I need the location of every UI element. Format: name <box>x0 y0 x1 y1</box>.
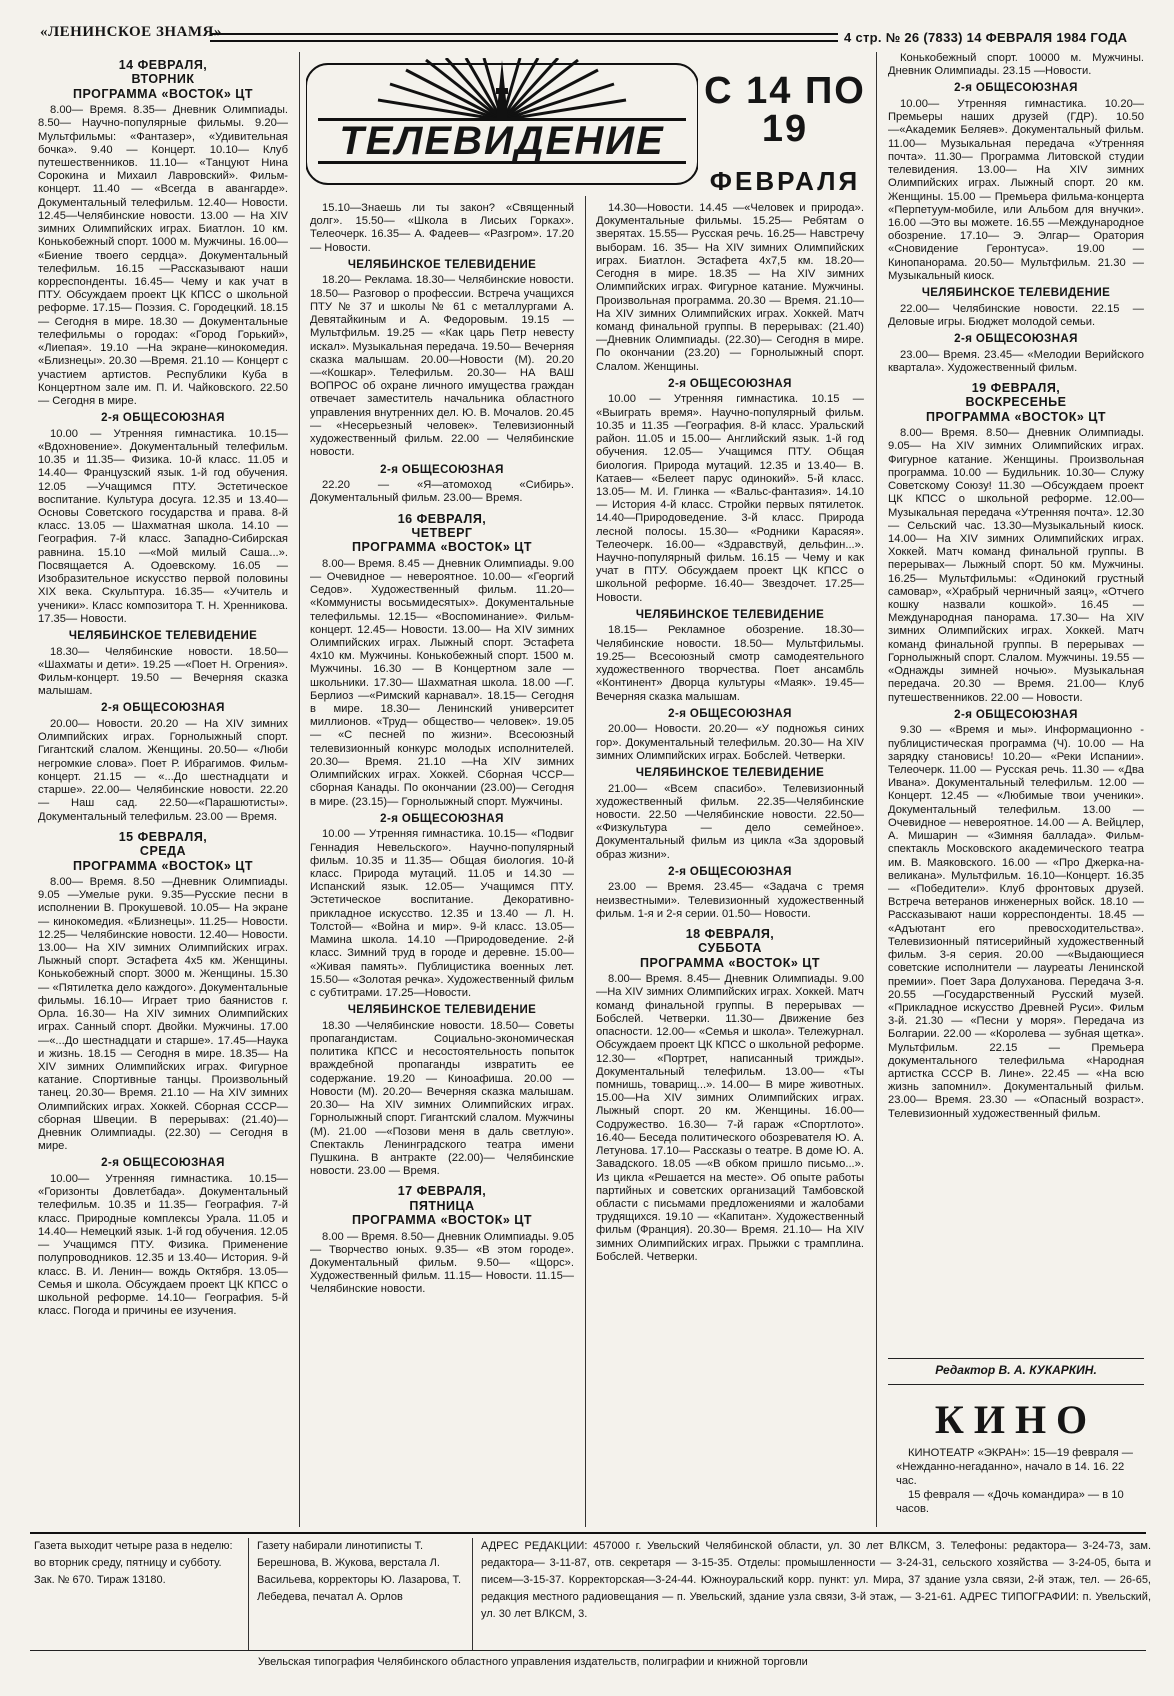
program-listing: 18.30— Челябинские новости. 18.50— «Шахматы и дети». 19.25 —«Поет Н. Огрения». Фильм-концерт. 19.50 — Вечерняя сказка малышам. <box>38 645 288 698</box>
program-listing: 10.00— Утренняя гимнастика. 10.15— «Горизонты Довлетбада». Документальный телефильм. 10.35 и 11.35— География. 7-й класс. Природные комплексы Урала. 11.05 и 14.40— Немецкий язык. 1-й год обучения. 12.05— Учащимся ПТУ. Физика. Применение полупроводников. 12.35 и 13.40— История. 9-й класс. В. И. Ленин— вождь Октября. 13.05— Семья и школа. Обсуждаем проект ЦК КПСС о школьной реформе. 14.10— География. 5-й класс. Погода и причины ее изучения. <box>38 1173 288 1318</box>
section-title: ТЕЛЕВИДЕНИЕ <box>318 118 686 164</box>
section-heading: 2-я ОБЩЕСОЮЗНАЯ <box>668 377 792 390</box>
kino-paragraph: КИНОТЕАТР «ЭКРАН»: 15—19 февраля — «Нежданно-негаданно», начало в 14. 16. 22 час. <box>896 1447 1133 1487</box>
program-listing: 21.00— «Всем спасибо». Телевизионный художественный фильм. 22.35—Челябинские новости. 22.50 —Челябинские новости. 22.50— «Физкультура — дело семейное». Документальный фильм из цикла «За здоровый образ жизни». <box>596 782 864 861</box>
section-heading: 2-я ОБЩЕСОЮЗНАЯ <box>668 707 792 720</box>
program-listing: 10.00— Утренняя гимнастика. 10.20— Премьеры наших друзей (ГДР). 10.50 —«Академик Беляев». Документальный фильм. 11.00— Музыкальная передача «Утренняя почта». 11.30— Программа Литовской студии телевидения. 13.00— На XIV зимних Олимпийских играх. Лыжный спорт. 20 км. Женщины. 15.00 — Премьера фильма-концерта «Перпетуум-мобиле, или Альбом для внучки». 16.00 —Это вы можете. 16.55 —Международное обозрение. 17.10— Э. Элгар— Оратория «Сновидение Геронтуса». 19.00 — Кинопанорама. 20.50— Мультфильм. 21.30 — Музыкальный киоск. <box>888 98 1144 282</box>
footer-publication-info: Газета выходит четыре раза в неделю: во вторник среду, пятницу и субботу. Зак. № 670. Тираж 13180. <box>34 1540 233 1587</box>
program-listing: 18.20— Реклама. 18.30— Челябинские новости. 18.50— Разговор о профессии. Встреча учащихся ПТУ № 37 и школы № 61 с металлургами А. Девятайкиным и А. Федоровым. 19.15 —Мультфильм. 19.25 — «Как царь Петр невесту искал». Музыкальная передача. 19.50— Вечерняя сказка малышам. 20.00—Новости (М). 20.20 —«Кошкар». Телефильм. 20.30— НА ВАШ ВОПРОС об охране личного имущества граждан отвечает заместитель начальника областного управления внутренних дел. Ю. В. Мочалов. 20.45 — «Несерьезный человек». Телевизионный художественный фильм. 22.00 — Челябинские новости. <box>310 274 574 459</box>
program-listing: 22.20 — «Я—атомоход «Сибирь». Документальный фильм. 23.00— Время. <box>310 479 574 505</box>
editor-signature: Редактор В. А. КУКАРКИН. <box>935 1363 1097 1377</box>
editor-rule <box>888 1358 1144 1359</box>
date-range <box>700 72 870 197</box>
program-listing: 23.00 — Время. 23.45— «Задача с тремя неизвестными». Телевизионный художественный фильм. 1-я и 2-я серии. 01.50— Новости. <box>596 881 864 920</box>
footer-rule <box>30 1650 1146 1651</box>
footer-staff-info: Газету набирали линотиписты Т. Берешнова, В. Жукова, верстала Л. Васильева, корректоры Ю. Лазарова, Т. Лебедева, печатал А. Орлов <box>248 1538 471 1650</box>
program-listing: Конькобежный спорт. 10000 м. Мужчины. Дневник Олимпиады. 23.15 —Новости. <box>888 52 1144 78</box>
section-heading: ЧЕЛЯБИНСКОЕ ТЕЛЕВИДЕНИЕ <box>921 287 1111 300</box>
date-range-top: С 14 ПО 19 <box>704 70 866 150</box>
section-heading: ЧЕЛЯБИНСКОЕ ТЕЛЕВИДЕНИЕ <box>635 608 825 621</box>
section-heading: 2-я ОБЩЕСОЮЗНАЯ <box>380 463 504 476</box>
program-listing: 10.00 — Утренняя гимнастика. 10.15— «Подвиг Геннадия Невельского». Научно-популярный фильм. 10.35 и 11.35— Общая биология. 10-й класс. Природа мутаций. 11.05 и 14.30 — Испанский язык. 12.05— Учащимся ПТУ. Эстетическое воспитание. Декоративно-прикладное искусство. 12.35 и 13.40 — Л. Н. Толстой— «Война и мир». 9-й класс. 13.05— Мамина школа. 14.10 —Природоведение. 2-й класс. Зимний труд в городе и деревне. 15.00— «Живая память». Публицистика военных лет. 15.50— «Золотая речка». Художественный фильм с субтитрами. 17.25—Новости. <box>310 828 574 999</box>
program-listing: 22.00— Челябинские новости. 22.15 — Деловые игры. Бюджет молодой семьи. <box>888 302 1144 328</box>
section-heading: 2-я ОБЩЕСОЮЗНАЯ <box>954 708 1078 721</box>
section-heading: 14 ФЕВРАЛЯ, ВТОРНИК ПРОГРАММА «ВОСТОК» ЦТ <box>72 58 254 101</box>
kino-title: КИНО <box>934 1397 1098 1442</box>
program-listing: 15.10—Знаешь ли ты закон? «Священный долг». 15.50— «Школа в Лисьих Горках». Телеочерк. 16.35— А. Фадеев— «Разгром». 17.20 — Новости. <box>310 202 574 254</box>
program-listing: 10.00 — Утренняя гимнастика. 10.15 — «Выиграть время». Научно-популярный фильм. 10.35 и 11.35 —География. 8-й класс. Уральский район. 11.05 и 15.00— Английский язык. 1-й год обучения. 12.05— Учащимся ПТУ. Общая биология. Природа мутаций. 12.35 и 13.40— В. Катаев— «Белеет парус одинокий». 5-й класс. 13.05— М. И. Глинка — «Вальс-фантазия». 14.10 — История 4-й класс. Стройки первых пятилеток. 14.40—Природоведение. 3-й класс. Природа лесной полосы. 15.30— «Родники Карасяя». Телеочерк. 16.00— «Здравствуй, дельфин...». Научно-популярный фильм. 16.15 — Чему и как учат в ПТУ. Обсуждаем проект ЦК КПСС о школьной реформе. 16.40— Звездочет. 17.25— Новости. <box>596 393 864 604</box>
program-listing: 10.00 — Утренняя гимнастика. 10.15— «Вдохновение». Документальный телефильм. 10.35 и 11.35— Физика. 10-й класс. 11.05 и 14.40— Французский язык. 1-й год обучения. 12.05 —Учащимся ПТУ. Эстетическое воспитание. Культура досуга. 12.35 и 13.40— Основы Советского государства и права. 8-й класс. 13.05 — Шахматная школа. 14.10 —География. 7-й класс. Западно-Сибирская равнина. 15.10 —«Мой милый Саша...». Посвящается А. Одоевскому. 16.05 —Изобразительное искусство первой половины XIX века. Скульптура. 16.35— «Учитель и ученики». Класс композитора Т. Н. Хренникова. 17.35— Новости. <box>38 427 288 625</box>
program-listing: 18.15— Рекламное обозрение. 18.30— Челябинские новости. 18.50— Мультфильмы. 19.25— Всесоюзный смотр самодеятельного художественного творчества. Поет ансамбль «Континент» Дворца культуры «Маяк». 19.45— Вечерняя сказка малышам. <box>596 624 864 703</box>
program-listing: 8.00— Время. 8.45— Дневник Олимпиады. 9.00—На XIV зимних Олимпийских играх. Хоккей. Матч команд финальной группы. В перерывах —Бобслей. Четверки. 11.30— Движение без опасности. 12.00— «Семья и школа». Тележурнал. Обсуждаем проект ЦК КПСС о школьной реформе. 12.30— «Портрет, написанный трижды». Документальный телефильм. 13.00— «Ты помнишь, товарищ...». 14.00— В мире животных. 15.00—На XIV зимних Олимпийских играх. Лыжный спорт. 20 км. Женщины. 16.00— Содружество. 16.30— 7-й гараж «Спортлото». 16.40— Беседа политического обозревателя Ю. А. Летунова. 17.10— Рассказы о театре. В доме Ю. А. Завадского. 18.05 —«В обком пришло письмо...». Из цикла «Решается на месте». Об опыте работы партийных и советских организаций Тамбовской области с письмами предложениями и жалобами трудящихся. 19.10 — «Капитан». Художественный фильм (Франция). 20.30— Время. 21.10— На XIV зимних Олимпийских играх. Прыжки с трамплина. Бобслей. Четверки. <box>596 973 864 1263</box>
program-listing: 20.00— Новости. 20.20— «У подножья синих гор». Документальный телефильм. 20.30— На XIV зимних Олимпийских играх. Бобслей. Четверки. <box>596 723 864 762</box>
program-listing: 8.00— Время. 8.45 — Дневник Олимпиады. 9.00— Очевидное — невероятное. 10.00— «Георгий Седов». Художественный фильм. 11.20— «Коммунисты восьмидесятых». Документальные телефильмы. 12.15— «Воспоминание». Фильм-концерт. 12.45— Новости. 13.00— На XIV зимних Олимпийских играх. Лыжный спорт. Эстафета 4х10 км. Мужчины. Конькобежный спорт. 1500 м. Мужчины. 16.30 — В Концертном зале — школьники. 17.30— Шахматная школа. 18.00 —Г. Берлиоз —«Римский карнавал». 18.15— Сегодня в мире. 18.30— Ленинский университет миллионов. «Труд— общество— человек». 19.05 — «С песней по жизни». Всесоюзный телевизионный конкурс молодых исполнителей. 20.30— Время. 21.10 —На XIV зимних Олимпийских играх. Хоккей. Сборная ЧССР— сборная Канады. По окончании (23.00)— Сегодня в мире. (23.15)— Горнолыжный спорт. Мужчины. <box>310 557 574 808</box>
program-column-4 <box>888 52 1144 1121</box>
date-range-bottom: ФЕВРАЛЯ <box>709 166 861 196</box>
program-column-2 <box>310 202 574 1297</box>
section-heading: 2-я ОБЩЕСОЮЗНАЯ <box>380 812 504 825</box>
footer-rule <box>30 1532 1146 1534</box>
section-heading: ЧЕЛЯБИНСКОЕ ТЕЛЕВИДЕНИЕ <box>347 258 537 271</box>
section-heading: 15 ФЕВРАЛЯ, СРЕДА ПРОГРАММА «ВОСТОК» ЦТ <box>72 829 254 873</box>
section-heading: 18 ФЕВРАЛЯ, СУББОТА ПРОГРАММА «ВОСТОК» ЦТ <box>639 927 821 970</box>
kino-listings <box>896 1446 1140 1516</box>
section-heading: 2-я ОБЩЕСОЮЗНАЯ <box>101 1157 225 1170</box>
section-heading: 2-я ОБЩЕСОЮЗНАЯ <box>954 333 1078 346</box>
section-heading: ЧЕЛЯБИНСКОЕ ТЕЛЕВИДЕНИЕ <box>347 1004 537 1017</box>
program-column-1 <box>38 52 288 1318</box>
section-heading: 2-я ОБЩЕСОЮЗНАЯ <box>954 82 1078 95</box>
program-listing: 9.30 — «Время и мы». Информационно - публицистическая программа (Ч). 10.00 — На зарядку становись! 10.20— «Реки Испании». Телеочерк. 11.00 — Русская речь. 11.30 — «Два Ивана». Документальный телефильм. 12.00 — Концерт. 12.45 — «Любимые твои ученики». Документальный телефильм. 13.00 — Очевидное — невероятное. 14.00 — А. Вейцлер, А. Мишарин — «Зимняя баллада». Фильм-спектакль Московского академического театра им. В. Маяковского. 16.00 — «Про Джерка-на-великана». Мультфильм. 16.10—Концерт. 16.35 — «Победители». Клуб фронтовых друзей. Встреча ветеранов инженерных войск. 18.10 — Рассказывают наши корреспонденты. 18.45 — «Адъютант его превосходительства». Телевизионный пятисерийный художественный фильм. 3-я серия. 20.00 —«Выдающиеся советские исполнители — лауреаты Ленинской премии». Поет Зара Долуханова. Передача 3-я. 20.55 —Государственный Русский музей. «Прикладное искусство Древней Руси». Фильм 3-й. 21.30 — «Песни у моря». Передача из Болгарии. 22.00 — «Королева — зубная щетка». Мультфильм. 22.15 — Премьера документального телефильма «Народная артистка СССР В. Лине». 22.45 — «На всю жизнь запомнил». Документальный фильм. 23.00— Время. 23.30 — «Опасный возраст». Телевизионный художественный фильм. <box>888 724 1144 1120</box>
newspaper-name: «ЛЕНИНСКОЕ ЗНАМЯ» <box>40 24 222 40</box>
program-listing: 20.00— Новости. 20.20 — На XIV зимних Олимпийских играх. Горнолыжный спорт. Гигантский слалом. Женщины. 20.50— «Люби негромкие слова». Поет Р. Ибрагимов. Фильм-концерт. 21.15 — «...До шестнадцати и старше». 22.00— Челябинские новости. 22.20 — Наш сад. 22.50—«Парашютисты». Документальный телефильм. 23.00 — Время. <box>38 718 288 823</box>
kino-paragraph: 15 февраля — «Дочь командира» — в 10 часов. <box>896 1489 1124 1515</box>
column-rule <box>299 52 300 1527</box>
program-column-3 <box>596 202 864 1264</box>
section-heading: 19 ФЕВРАЛЯ, ВОСКРЕСЕНЬЕ ПРОГРАММА «ВОСТОК» ЦТ <box>925 381 1107 424</box>
program-listing: 18.30 —Челябинские новости. 18.50— Советы пропагандистам. Социально-экономическая политика КПСС и несостоятельность попыток враждебной пропаганды извратить ее содержание. 19.20 — Киноафиша. 20.00 — Новости (М). 20.20— Вечерняя сказка малышам. 20.30— На XIV зимних Олимпийских играх. Горнолыжный спорт. Гигантский слалом. Мужчины (М). 21.00 —«Позови меня в даль светлую». Спектакль Ленинградского театра имени Пушкина. В антракте (22.00)— Челябинские новости. 23.00 — Время. <box>310 1019 574 1178</box>
column-rule <box>876 52 877 1527</box>
program-listing: 8.00— Время. 8.50 —Дневник Олимпиады. 9.05 —Умелые руки. 9.35—Русские песни в исполнении В. Прокушевой. 10.05— На экране— кинокомедия. «Близнецы». 11.25— Новости. 12.25— Челябинские новости. 12.40— Новости. 13.00— На XIV зимних Олимпийских играх. Лыжный спорт. Эстафета 4х5 км. Женщины. Конькобежный спорт. 3000 м. Женщины. 15.30 — «Пятилетка дело каждого». Документальные фильмы. 16.10— Играет трио баянистов г. Орла. 16.30— На XIV зимних Олимпийских играх. Санный спорт. Двойки. Мужчины. 17.00—«...До шестнадцати и старше». 17.45—Наука и жизнь. 18.15 — Сегодня в мире. 18.35— На XIV зимних Олимпийских играх. Фигурное катание. Спортивные танцы. Произвольный танец. 20.30— Время. 21.10 — На XIV зимних Олимпийских играх. Хоккей. Сборная СССР— сборная Швеции. В перерывах: (21.40)— Дневник Олимпиады. (22.30) — Сегодня в мире. <box>38 875 288 1153</box>
section-heading: 16 ФЕВРАЛЯ, ЧЕТВЕРГ ПРОГРАММА «ВОСТОК» ЦТ <box>351 511 533 555</box>
program-listing: 8.00— Время. 8.35— Дневник Олимпиады. 8.50— Научно-популярные фильмы. 9.20— Мультфильмы: «Фантазер», «Удивительная бочка». 9.40 — Концерт. 10.10— Клуб путешественников. 11.10— «Танцуют Нина Сорокина и Михаил Лавровский». Фильм-концерт. 11.40 — «Всегда в авангарде». Документальный телефильм. 12.40— Новости. 12.45—Челябинские новости. 13.00 — На XIV зимних Олимпийских играх. Биатлон. 10 км. Конькобежный спорт. 1000 м. Мужчины. 16.00— «Биение твоего сердца». Документальный телефильм. 16.15 —Рассказывают наши корреспонденты. 16.45— Чему и как учат в ПТУ. Обсуждаем проект ЦК КПСС о школьной реформе. 17.15— Поэзия. С. Городецкий. 18.15— Сегодня в мире. 18.30 — Документальные телефильмы о городах: «Город Горький», «Лиепая». 19.10 —На экране—кинокомедия. «Близнецы». 20.30 —Время. 21.10 — Концерт с участием артистов. Республики Куба в Концертном зале им. П. И. Чайковского. 22.50 — Сегодня в мире. <box>38 104 288 407</box>
program-listing: 23.00— Время. 23.45— «Мелодии Верийского квартала». Художественный фильм. <box>888 348 1144 374</box>
section-heading: 2-я ОБЩЕСОЮЗНАЯ <box>668 865 792 878</box>
issue-line: 4 стр. № 26 (7833) 14 ФЕВРАЛЯ 1984 ГОДА <box>838 30 1150 45</box>
program-listing: 14.30—Новости. 14.45 —«Человек и природа». Документальные фильмы. 15.25— Ребятам о зверятах. 15.55— Русская речь. 16.25— Навстречу выборам. 16. 35— На XIV зимних Олимпийских играх. Биатлон. Эстафета 4х7,5 км. 18.20— Сегодня в мире. 18.35 — На XIV зимних Олимпийских играх. Фигурное катание. Мужчины. Произвольная программа. 20.30 — Время. 21.10— На XIV зимних Олимпийских играх. Хоккей. Матч команд финальной группы. В перерывах: (21.40) —Дневник Олимпиады. (22.30)— Сегодня в мире. По окончании (23.20) — Горнолыжный спорт. Слалом. Женщины. <box>596 202 864 373</box>
footer-address-info: АДРЕС РЕДАКЦИИ: 457000 г. Увельский Челябинской области, ул. 30 лет ВЛКСМ, 3. Телефоны: редактора— 3-24-73, зам. редактора— 3-11-87, отв. секретаря — 3-15-35. Отделы: промышленности — 3-24-31, сельского хозяйства — 3-24-05, быта и писем—3-15-37. Корректорская—3-24-44. Южноуральский корр. пункт: ул. Мира, 37 здание узла связи, 2-й этаж, тел. — 26-65, редакция местного радиовещания — п. Увельский, здание узла связи, 3-й этаж, — 3-21-61. АДРЕС ТИПОГРАФИИ: п. Увельский, ул. 30 лет ВЛКСМ, 3. <box>472 1538 1151 1650</box>
section-heading: ЧЕЛЯБИНСКОЕ ТЕЛЕВИДЕНИЕ <box>635 767 825 779</box>
kino-rule <box>888 1384 1144 1385</box>
section-heading: 2-я ОБЩЕСОЮЗНАЯ <box>101 702 225 715</box>
printing-house-line: Увельская типография Челябинского областного управления издательств, полиграфии и книжной торговли <box>258 1656 808 1668</box>
program-listing: 8.00— Время. 8.50— Дневник Олимпиады. 9.05— На XIV зимних Олимпийских играх. Фигурное катание. Женщины. Произвольная программа. 10.00 — Будильник. 10.30— Служу Советскому Союзу! 11.30 —Обсуждаем проект ЦК КПСС о школьной реформе. 12.00—Музыкальная передача «Утренняя почта». 12.30— Сельский час. 13.30—Музыкальный киоск. 14.00— На XIV зимних Олимпийских играх. Хоккей. Матч команд финальной группы. В перерывах— Лыжный спорт. 50 км. Мужчины. 16.25— Мультфильмы: «Одинокий грустный самовар», «Храбрый черничный заяц», «Отчего кошку назвали кошкой». 16.45 — Международная панорама. 17.30— На XIV зимних Олимпийских играх. Хоккей. Матч команд финальной группы. В перерывах — Горнолыжный спорт. Слалом. Мужчины. 19.55 — «Однажды зимней ночью». Музыкальная передача. 20.30 — Время. 21.00— Клуб путешественников. 22.00 — Новости. <box>888 427 1144 704</box>
section-heading: 17 ФЕВРАЛЯ, ПЯТНИЦА ПРОГРАММА «ВОСТОК» ЦТ <box>351 1184 533 1228</box>
section-heading: 2-я ОБЩЕСОЮЗНАЯ <box>101 412 225 425</box>
column-rule <box>585 196 586 1527</box>
program-listing: 8.00 — Время. 8.50— Дневник Олимпиады. 9.05 — Творчество юных. 9.35— «В этом городе». Документальный фильм. 9.50— «Щорс». Художественный фильм. 11.15— Новости. 11.15— Челябинские новости. <box>310 1230 574 1296</box>
section-heading: ЧЕЛЯБИНСКОЕ ТЕЛЕВИДЕНИЕ <box>68 630 258 642</box>
